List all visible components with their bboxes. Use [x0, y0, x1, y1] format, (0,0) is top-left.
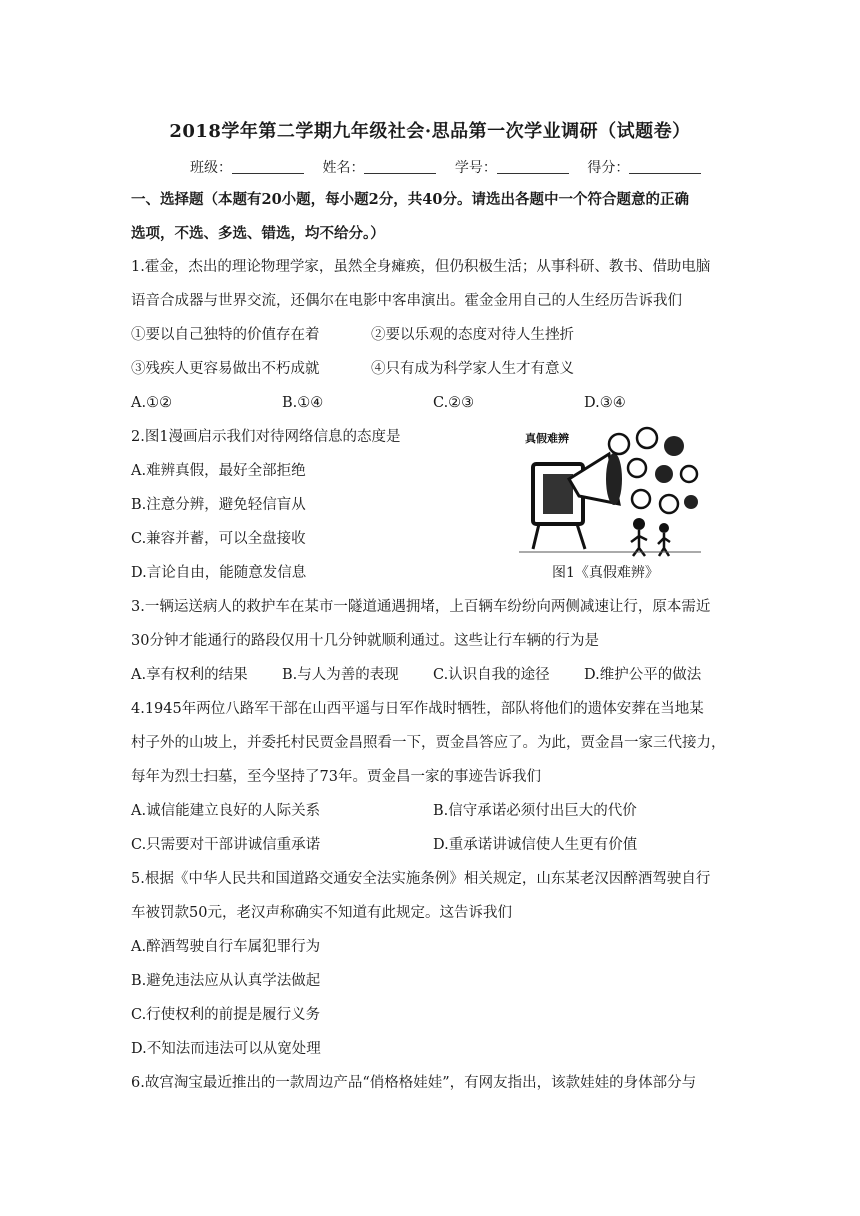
cartoon-figure [519, 424, 701, 558]
q3-stem-line2: 30分钟才能通行的路段仅用十几分钟就顺利通过。这些让行车辆的行为是 [131, 633, 599, 649]
section-heading-line2: 选项，不选、多选、错选，均不给分。） [131, 225, 385, 242]
q3-option-b[interactable]: B.与人为善的表现 [282, 667, 399, 683]
q4-option-b[interactable]: B.信守承诺必须付出巨大的代价 [433, 803, 637, 819]
q6-stem-line1: 6.故宫淘宝最近推出的一款周边产品“俏格格娃娃”，有网友指出，该款娃娃的身体部分与 [131, 1075, 697, 1091]
q4-stem-line3: 每年为烈士扫墓，至今坚持了73年。贾金昌一家的事迹告诉我们 [131, 769, 541, 785]
q3-option-d[interactable]: D.维护公平的做法 [584, 667, 702, 683]
q1-option-a[interactable]: A.①② [131, 395, 173, 411]
id-label: 学号： [454, 160, 497, 176]
q5-option-c[interactable]: C.行使权利的前提是履行义务 [131, 1007, 321, 1023]
q4-option-d[interactable]: D.重承诺讲诚信使人生更有价值 [433, 837, 638, 853]
name-label: 姓名： [322, 160, 365, 176]
q3-option-a[interactable]: A.享有权利的结果 [131, 667, 248, 683]
q2-option-d[interactable]: D.言论自由，能随意发信息 [131, 565, 307, 581]
q5-option-a[interactable]: A.醉酒驾驶自行车属犯罪行为 [131, 939, 321, 955]
q2-option-c[interactable]: C.兼容并蓄，可以全盘接收 [131, 531, 306, 547]
q1-option-b[interactable]: B.①④ [282, 395, 324, 411]
q4-option-c[interactable]: C.只需要对干部讲诚信重承诺 [131, 837, 321, 853]
id-blank[interactable] [497, 159, 569, 174]
q4-stem-line1: 4.1945年两位八路军干部在山西平遥与日军作战时牺牲，部队将他们的遗体安葬在当地某 [131, 701, 704, 717]
q1-statement-4: ④只有成为科学家人生才有意义 [371, 361, 574, 377]
q5-option-b[interactable]: B.避免违法应从认真学法做起 [131, 973, 321, 989]
q1-stem-line1: 1.霍金，杰出的理论物理学家，虽然全身瘫痪，但仍积极生活；从事科研、教书、借助电脑 [131, 259, 711, 275]
q1-statement-3: ③残疾人更容易做出不朽成就 [131, 361, 320, 377]
q1-statement-1: ①要以自己独特的价值存在着 [131, 327, 320, 343]
name-blank[interactable] [364, 159, 436, 174]
class-blank[interactable] [232, 159, 304, 174]
q5-option-d[interactable]: D.不知法而违法可以从宽处理 [131, 1041, 321, 1057]
q1-option-d[interactable]: D.③④ [584, 395, 626, 411]
section-heading-line1: 一、选择题（本题有20小题，每小题2分，共40分。请选出各题中一个符合题意的正确 [131, 191, 689, 208]
q3-stem-line1: 3.一辆运送病人的救护车在某市一隧道通遇拥堵，上百辆车纷纷向两侧减速让行，原本需近 [131, 599, 711, 615]
student-info-row [190, 157, 715, 177]
q1-stem-line2: 语音合成器与世界交流，还偶尔在电影中客串演出。霍金金用自己的人生经历告诉我们 [131, 293, 682, 309]
q1-statement-2: ②要以乐观的态度对待人生挫折 [371, 327, 574, 343]
class-label: 班级： [190, 160, 232, 176]
q5-stem-line2: 车被罚款50元，老汉声称确实不知道有此规定。这告诉我们 [131, 905, 512, 921]
q4-stem-line2: 村子外的山坡上，并委托村民贾金昌照看一下，贾金昌答应了。为此，贾金昌一家三代接力， [131, 735, 726, 751]
q2-option-a[interactable]: A.难辨真假，最好全部拒绝 [131, 463, 306, 479]
q3-option-c[interactable]: C.认识自我的途径 [433, 667, 550, 683]
q4-option-a[interactable]: A.诚信能建立良好的人际关系 [131, 803, 321, 819]
score-blank[interactable] [629, 159, 701, 174]
q1-option-c[interactable]: C.②③ [433, 395, 475, 411]
q2-option-b[interactable]: B.注意分辨，避免轻信盲从 [131, 497, 306, 513]
q2-stem: 2.图1漫画启示我们对待网络信息的态度是 [131, 429, 401, 445]
figure-title: 真假难辨 [525, 432, 569, 445]
q5-stem-line1: 5.根据《中华人民共和国道路交通安全法实施条例》相关规定，山东某老汉因醉酒驾驶自行 [131, 871, 711, 887]
exam-title: 2018学年第二学期九年级社会·思品第一次学业调研（试题卷） [169, 121, 691, 142]
figure-caption: 图1《真假难辨》 [552, 565, 659, 581]
score-label: 得分： [587, 160, 630, 176]
